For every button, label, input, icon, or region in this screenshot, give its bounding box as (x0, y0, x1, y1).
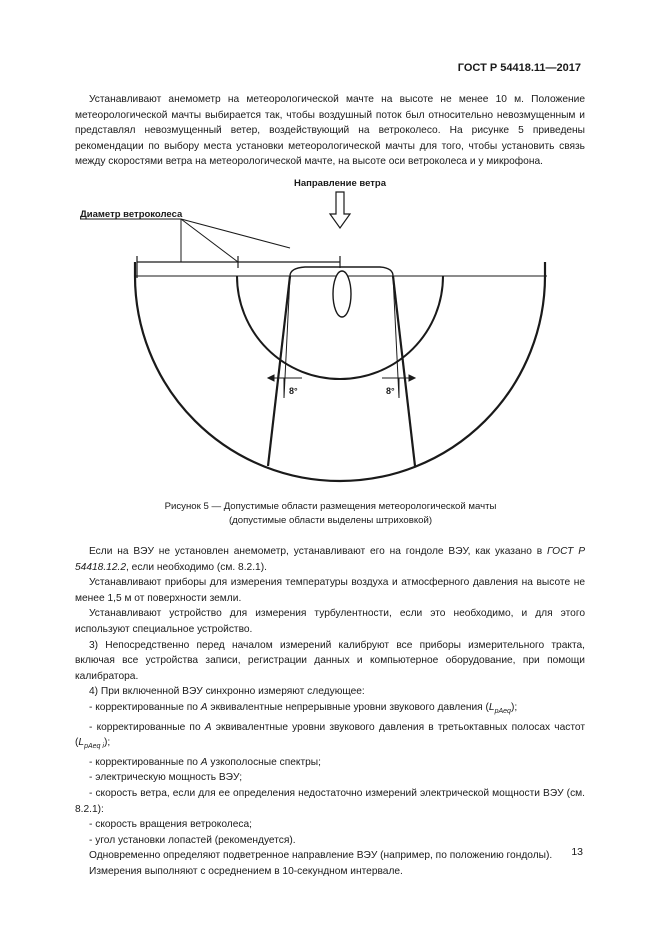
paragraph-measure-intro: 4) При включенной ВЭУ синхронно измеряют следующее: (89, 686, 365, 698)
list-item: - корректированные по А эквивалентные непрерывные уровни звукового давления $(L_{pAeq})$; (89, 701, 518, 715)
paragraph-calibration: 3) Непосредственно перед началом измерений калибруют все приборы измерительного тракта, включая все устройства записи, регистрации данных и компьютерное оборудование, при помощи калибратора. (75, 639, 585, 682)
body-text (75, 544, 585, 880)
list-item: - скорость вращения ветроколеса; (89, 819, 252, 831)
rotor-ellipse (333, 271, 351, 317)
list-item: - электрическую мощность ВЭУ; (89, 772, 243, 784)
caption-line-2: (допустимые области выделены штриховкой) (228, 515, 433, 526)
paragraph-temperature: Устанавливают приборы для измерения температуры воздуха и атмосферного давления на высоте не менее 1,5 м от поверхности земли. (75, 577, 585, 604)
figure-caption (0, 500, 661, 528)
paragraph-averaging: Измерения выполняют с осреднением в 10-секундном интервале. (89, 865, 403, 877)
wind-direction-label: Направление ветра (294, 178, 386, 189)
rotor-diameter-leaders (181, 219, 290, 262)
standard-reference-link: ГОСТ Р 54418.12.2 (75, 546, 585, 573)
paragraph-anemometer: Если на ВЭУ не установлен анемометр, устанавливают его на гондоле ВЭУ, как указано в ГОСТ Р 54418.12.2, если необходимо (см. 8.2.1). (75, 546, 585, 573)
list-item: - корректированные по А узкополосные спектры; (89, 756, 321, 768)
intro-paragraph: Устанавливают анемометр на метеорологической мачте на высоте не менее 10 м. Положение метеорологической мачты выбирается так, чтобы воздушный поток был относительно невозмущенным и представлял невозмущенный ветер, воздействующий на ветроколесо. На рисунке 5 приведены рекомендации по выбору места установки метеорологической мачты для того, чтобы установить связь между скоростями ветра на метеорологической мачте, на высоте оси ветроколеса и у микрофона. (75, 94, 585, 168)
wind-arrow-icon (330, 192, 350, 228)
list-item: - угол установки лопастей (рекомендуется). (89, 834, 296, 846)
paragraph-turbulence: Устанавливают устройство для измерения турбулентности, если это необходимо, и для этого используют специальное устройство. (75, 608, 585, 635)
document-header (458, 62, 581, 74)
standard-id: ГОСТ Р 54418.11—2017 (457, 62, 581, 74)
angle-label-right: 8° (386, 386, 395, 396)
list-item: - корректированные по А эквивалентные уровни звукового давления в третьоктавных полосах частот $(L_{pAeq i})$; (75, 721, 585, 751)
list-item: - скорость ветра, если для ее определения недостаточно измерений электрической мощности ВЭУ (см. 8.2.1): (75, 787, 585, 815)
angle-label-left: 8° (289, 386, 298, 396)
rotor-diameter-label: Диаметр ветроколеса (80, 209, 183, 220)
paragraph-downwind: Одновременно определяют подветренное направление ВЭУ (например, по положению гондолы). (89, 850, 553, 862)
caption-line-1: Рисунок 5 — Допустимые области размещения метеорологической мачты (164, 501, 497, 512)
page-number: 13 (571, 846, 583, 858)
figure-5-diagram (0, 170, 661, 500)
